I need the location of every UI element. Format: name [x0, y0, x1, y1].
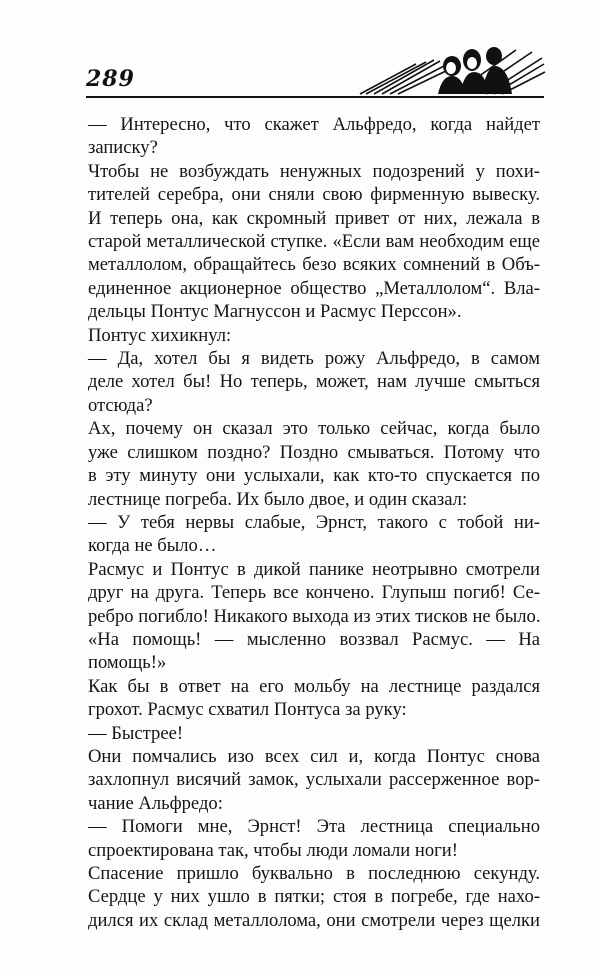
children-silhouettes-icon: [356, 44, 546, 98]
text-line: Расмус и Понтус в дикой панике неотрывно смотрели: [88, 558, 540, 580]
text-line: тителей серебра, они сняли свою фирменную вывеску.: [88, 184, 540, 206]
text-line: — Помоги мне, Эрнст! Эта лестница специально: [88, 816, 540, 838]
body-text: [88, 113, 540, 932]
text-line: Они помчались изо всех сил и, когда Понтус снова: [88, 745, 540, 767]
text-line: Чтобы не возбуждать ненужных подозрений у похи-: [88, 160, 540, 182]
text-line: — У тебя нервы слабые, Эрнст, такого с тобой ни-: [88, 511, 540, 533]
page-number: 289: [86, 66, 135, 92]
text-line: единенное акционерное общество „Металлолом“. Вла-: [88, 277, 540, 299]
text-line: — Да, хотел бы я видеть рожу Альфредо, в самом: [88, 348, 540, 370]
text-line: друг на друга. Теперь все кончено. Глупыш погиб! Се-: [88, 582, 540, 604]
text-line: деле хотел бы! Но теперь, может, нам лучше смыться: [88, 371, 540, 393]
text-line: — Быстрее!: [88, 722, 184, 744]
text-line: спроектирована так, чтобы люди ломали ноги!: [88, 839, 458, 861]
text-line: уже слишком поздно? Поздно смываться. Потому что: [88, 441, 540, 463]
text-line: Ах, почему он сказал это только сейчас, когда было: [88, 418, 540, 440]
text-line: Понтус хихикнул:: [88, 324, 232, 346]
text-line: Спасение пришло буквально в последнюю секунду.: [88, 863, 540, 884]
text-line: Сердце у них ушло в пятки; стоя в погребе, где нахо-: [88, 886, 540, 908]
text-line: дился их склад металлолома, они смотрели через щелки: [88, 909, 540, 931]
text-line: «На помощь! — мысленно воззвал Расмус. — На: [88, 628, 540, 650]
text-line: Как бы в ответ на его мольбу на лестнице раздался: [88, 675, 540, 697]
text-line: записку?: [88, 137, 158, 159]
text-line: лестнице погреба. Их было двое, и один сказал:: [88, 488, 468, 510]
text-line: старой металлической ступке. «Если вам необходим еще: [88, 231, 540, 253]
header-rule: [86, 96, 544, 98]
text-line: когда не было…: [88, 535, 217, 557]
text-line: захлопнул висячий замок, услыхали рассерженное вор-: [88, 769, 540, 791]
text-line: помощь!»: [88, 652, 167, 674]
text-line: грохот. Расмус схватил Понтуса за руку:: [88, 699, 407, 721]
text-line: И теперь она, как скромный привет от них, лежала в: [88, 207, 540, 229]
text-line: дельцы Понтус Магнуссон и Расмус Перссон».: [88, 301, 462, 323]
text-line: металлолом, обращайтесь безо всяких сомнений в Объ-: [88, 254, 540, 276]
text-line: отсюда?: [88, 394, 153, 416]
text-line: ребро погибло! Никакого выхода из этих тисков не было.: [88, 605, 541, 627]
text-line: в эту минуту они услыхали, как кто-то спускается по: [88, 465, 540, 487]
text-line: чание Альфредо:: [88, 792, 223, 814]
text-line: — Интересно, что скажет Альфредо, когда найдет: [88, 114, 540, 135]
page-header: [86, 52, 546, 102]
